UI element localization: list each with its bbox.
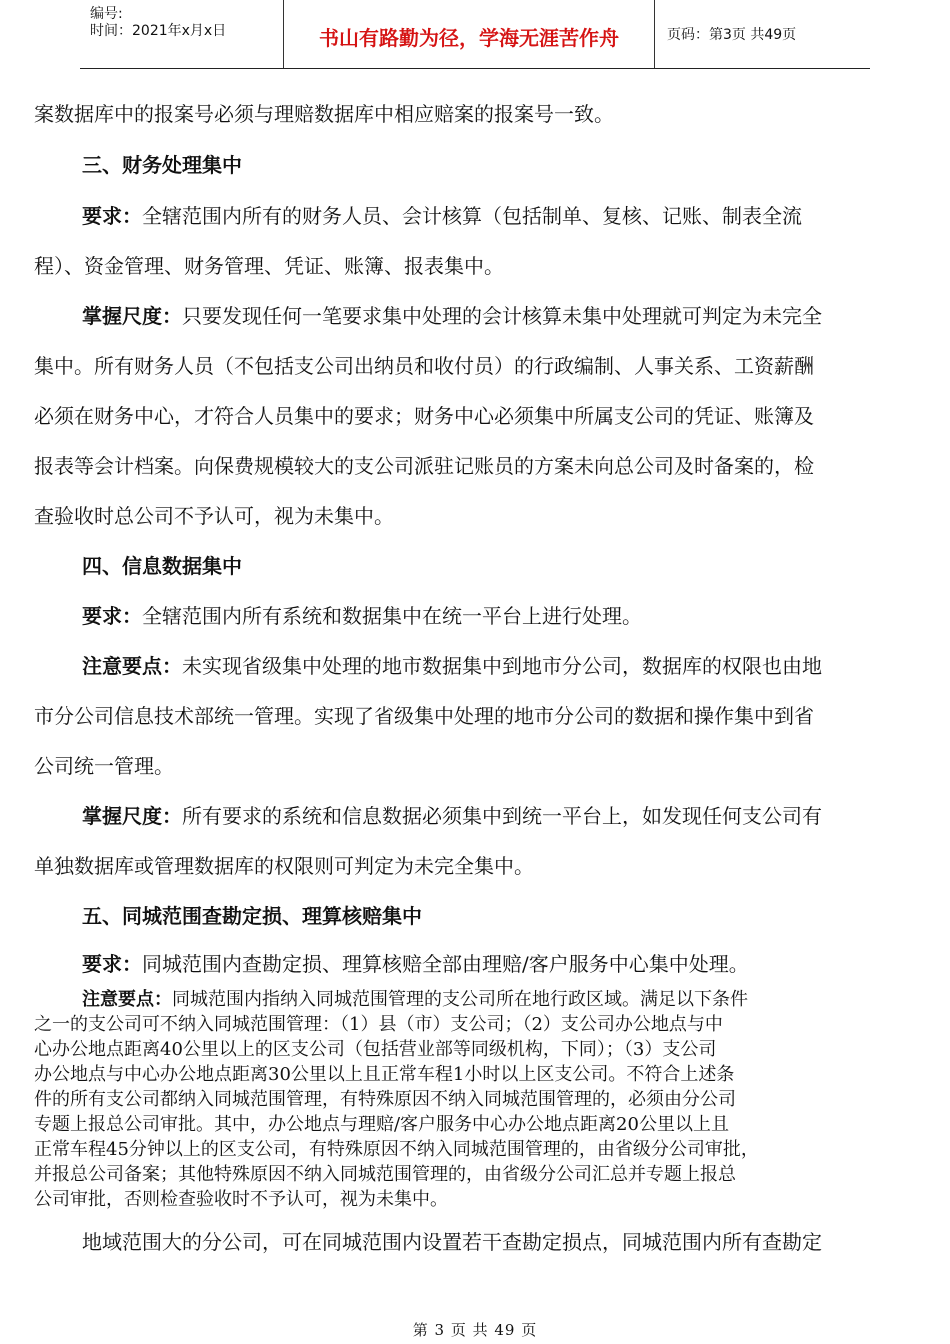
body-line-26: 并报总公司备案；其他特殊原因不纳入同城范围管理的，由省级分公司汇总并专题上报总 — [34, 1164, 736, 1185]
section-heading-text: 三、财务处理集中 — [82, 153, 242, 177]
notes-text: 未实现省级集中处理的地市数据集中到地市分公司，数据库的权限也由地 — [182, 654, 822, 678]
body-line-24: 专题上报总公司审批。其中，办公地点与理赔/客户服务中心办公地点距离20公里以上且 — [34, 1114, 729, 1135]
section-heading-claims — [82, 902, 950, 930]
body-line-23: 件的所有支公司都纳入同城范围管理，有特殊原因不纳入同城范围管理的，必须由分公司 — [34, 1089, 736, 1110]
standard-label: 掌握尺度： — [82, 804, 182, 828]
body-line-22: 办公地点与中心办公地点距离30公里以上且正常车程1小时以上区支公司。不符合上述条 — [34, 1064, 735, 1085]
body-line-8: 报表等会计档案。向保费规模较大的支公司派驻记账员的方案未向总公司及时备案的，检 — [34, 454, 814, 478]
body-line-requirement-data — [82, 602, 914, 630]
body-line-7: 必须在财务中心，才符合人员集中的要求；财务中心必须集中所属支公司的凭证、账簿及 — [34, 404, 814, 428]
body-line-requirement-finance — [82, 202, 914, 230]
body-line-16: 单独数据库或管理数据库的权限则可判定为未完全集中。 — [34, 854, 534, 878]
section-heading-finance — [82, 151, 950, 179]
header-motto: 书山有路勤为径，学海无涯苦作舟 — [319, 26, 619, 50]
page-footer: 第 3 页 共 49 页 — [412, 1321, 538, 1339]
standard-label: 掌握尺度： — [82, 304, 182, 328]
requirement-label: 要求： — [82, 952, 142, 976]
notes-label: 注意要点： — [82, 989, 172, 1010]
body-line-4: 程）、资金管理、财务管理、凭证、账簿、报表集中。 — [34, 254, 504, 278]
body-line-13: 市分公司信息技术部统一管理。实现了省级集中处理的地市分公司的数据和操作集中到省 — [34, 704, 814, 728]
header-page-cell — [655, 0, 870, 68]
notes-text: 同城范围内指纳入同城范围管理的支公司所在地行政区域。满足以下条件 — [172, 989, 748, 1010]
section-heading-data — [82, 552, 950, 580]
header-meta-cell — [80, 0, 284, 68]
section-heading-text: 四、信息数据集中 — [82, 554, 242, 578]
document-date-label: 时间：2021年x月x日 — [90, 23, 227, 39]
requirement-label: 要求： — [82, 204, 142, 228]
requirement-text: 同城范围内查勘定损、理算核赔全部由理赔/客户服务中心集中处理。 — [142, 952, 749, 976]
body-line-21: 心办公地点距离40公里以上的区支公司（包括营业部等同级机构，下同）；（3）支公司 — [34, 1039, 717, 1060]
page-header — [80, 0, 870, 69]
body-line-9: 查验收时总公司不予认可，视为未集中。 — [34, 504, 394, 528]
body-line-25: 正常车程45分钟以上的区支公司，有特殊原因不纳入同城范围管理的，由省级分公司审批， — [34, 1139, 759, 1160]
body-line-6: 集中。所有财务人员（不包括支公司出纳员和收付员）的行政编制、人事关系、工资薪酬 — [34, 354, 814, 378]
standard-text: 只要发现任何一笔要求集中处理的会计核算未集中处理就可判定为未完全 — [182, 304, 822, 328]
document-number-label: 编号: — [90, 6, 123, 22]
section-heading-text: 五、同城范围查勘定损、理算核赔集中 — [82, 904, 422, 928]
standard-text: 所有要求的系统和信息数据必须集中到统一平台上，如发现任何支公司有 — [182, 804, 822, 828]
requirement-text: 全辖范围内所有的财务人员、会计核算（包括制单、复核、记账、制表全流 — [142, 204, 802, 228]
body-line-1: 案数据库中的报案号必须与理赔数据库中相应赔案的报案号一致。 — [34, 102, 614, 126]
body-line-14: 公司统一管理。 — [34, 754, 174, 778]
header-motto-cell — [284, 0, 655, 68]
body-line-standard-data — [82, 802, 914, 830]
header-page-code: 页码：第3页 共49页 — [667, 27, 797, 43]
requirement-label: 要求： — [82, 604, 142, 628]
body-line-27: 公司审批，否则检查验收时不予认可，视为未集中。 — [34, 1189, 448, 1210]
requirement-text: 全辖范围内所有系统和数据集中在统一平台上进行处理。 — [142, 604, 642, 628]
body-line-requirement-claims — [82, 950, 914, 978]
body-line-notes-data — [82, 652, 914, 680]
body-line-28: 地域范围大的分公司，可在同城范围内设置若干查勘定损点，同城范围内所有查勘定 — [82, 1230, 822, 1254]
body-line-standard-finance — [82, 302, 914, 330]
body-line-20: 之一的支公司可不纳入同城范围管理：（1）县（市）支公司；（2）支公司办公地点与中 — [34, 1014, 723, 1035]
notes-label: 注意要点： — [82, 654, 182, 678]
body-line-notes-claims — [82, 988, 914, 1012]
